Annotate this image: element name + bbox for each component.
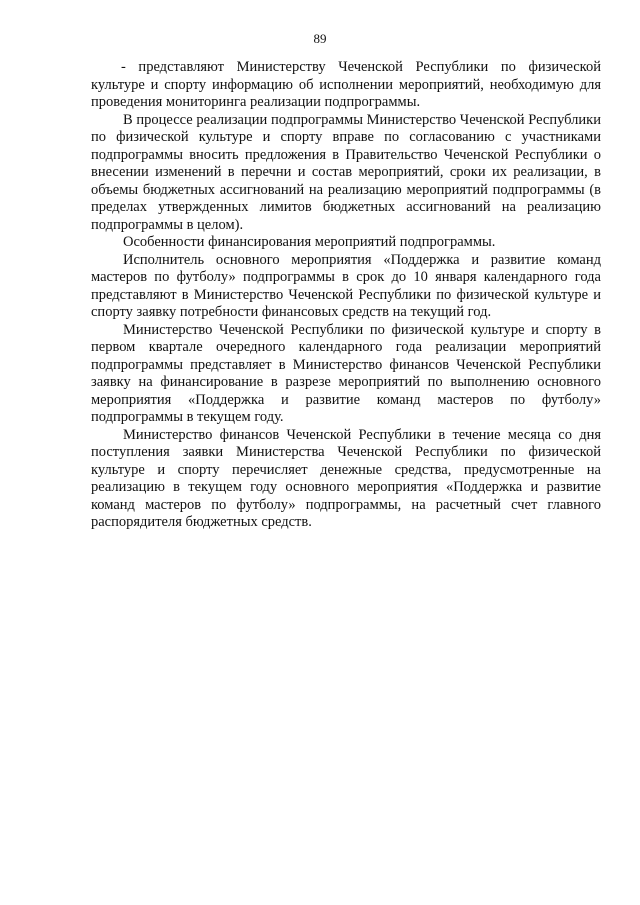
paragraph-change-proposals: В процессе реализации подпрограммы Министерство Чеченской Республики по физической культуре и спорту вправе по согласованию с участниками подпрограммы вносить предложения в Правительство Чеченской Республики о внесении изменений в перечни и состав мероприятий, сроки их реализации, в объемы бюджетных ассигнований на реализацию мероприятий подпрограммы (в пределах утвержденных лимитов бюджетных ассигнований на реализацию подпрограммы в целом).: [91, 111, 601, 233]
page-number: 89: [313, 31, 327, 46]
paragraph-ministry-request: Министерство Чеченской Республики по физической культуре и спорту в первом квартале очередного календарного года реализации мероприятий подпрограммы представляет в Министерство финансов Чеченской Республики заявку на финансирование в разрезе мероприятий по выполнению основного мероприятия «Поддержка и развитие команд мастеров по футболу» подпрограммы в текущем году.: [91, 321, 601, 425]
paragraph-financing-heading: Особенности финансирования мероприятий подпрограммы.: [123, 234, 496, 250]
document-body: [91, 59, 601, 532]
paragraph-monitoring-info: - представляют Министерству Чеченской Республики по физической культуре и спорту информацию об исполнении мероприятий, необходимую для проведения мониторинга реализации подпрограммы.: [91, 59, 601, 110]
paragraph-finance-transfer: Министерство финансов Чеченской Республики в течение месяца со дня поступления заявки Министерства Чеченской Республики по физической культуре и спорту перечисляет денежные средства, предусмотренные на реализацию в текущем году основного мероприятия «Поддержка и развитие команд мастеров по футболу» подпрограммы, на расчетный счет главного распорядителя бюджетных средств.: [91, 426, 601, 530]
paragraph-executor-request: Исполнитель основного мероприятия «Поддержка и развитие команд мастеров по футболу» подпрограммы в срок до 10 января календарного года представляют в Министерство Чеченской Республики по физической культуре и спорту заявку потребности финансовых средств на текущий год.: [91, 251, 601, 320]
